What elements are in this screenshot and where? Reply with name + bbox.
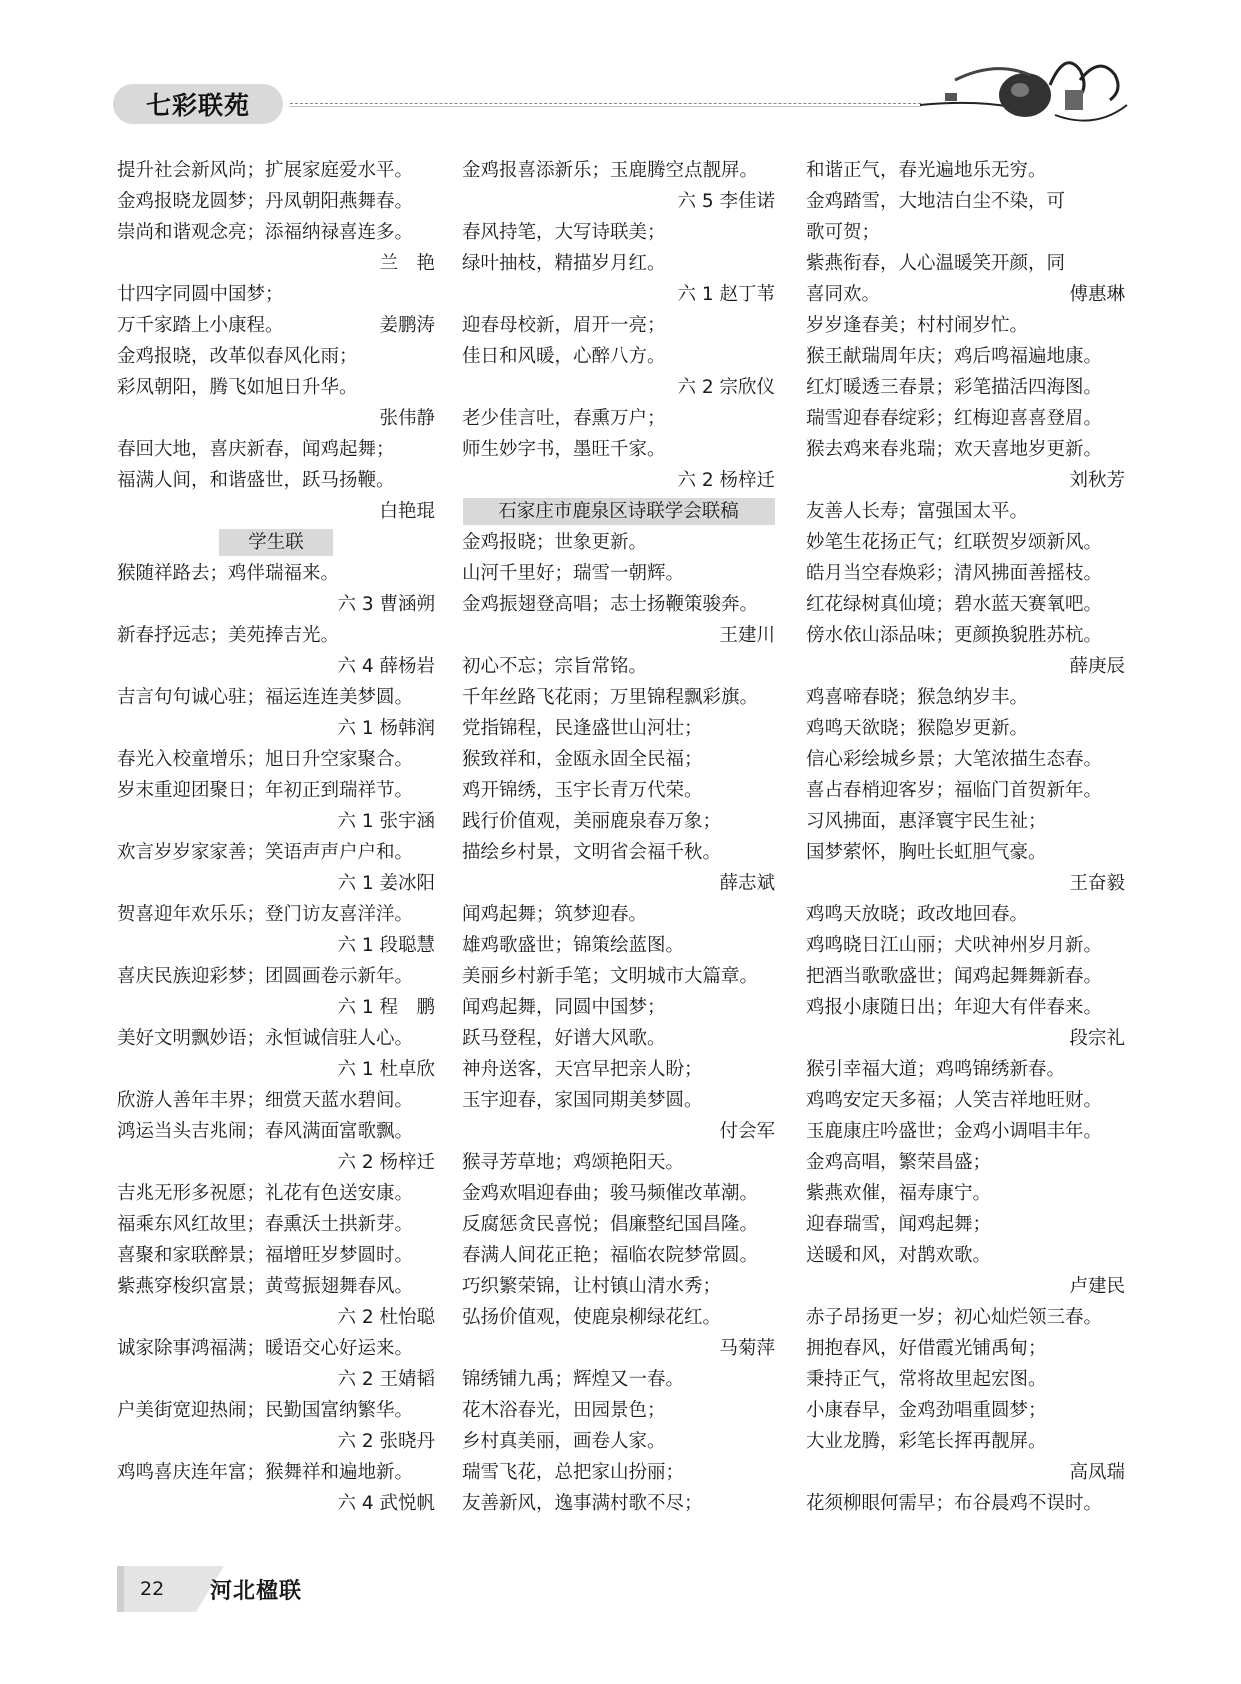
author-name: 薛志斌 xyxy=(719,873,775,894)
couplet-line xyxy=(117,682,435,713)
author-name: 六 3 曹涵朔 xyxy=(337,594,435,615)
couplet-text: 闻鸡起舞；筑梦迎春。 xyxy=(462,904,648,925)
couplet-text: 春回大地，喜庆新春，闻鸡起舞； xyxy=(117,439,395,460)
couplet-line xyxy=(806,1302,1125,1333)
couplet-line xyxy=(117,1116,435,1147)
couplet-line xyxy=(462,1426,775,1457)
author-name: 六 4 薛杨岩 xyxy=(337,656,435,677)
couplet-line xyxy=(117,1209,435,1240)
couplet-text: 佳日和风暖，心醉八方。 xyxy=(462,346,666,367)
couplet-text: 雄鸡歌盛世；锦策绘蓝图。 xyxy=(462,935,685,956)
couplet-line xyxy=(806,1240,1125,1271)
couplet-text: 迎春母校新，眉开一亮； xyxy=(462,315,666,336)
couplet-line xyxy=(806,930,1125,961)
couplet-line xyxy=(806,1178,1125,1209)
couplet-text: 初心不忘；宗旨常铭。 xyxy=(462,656,648,677)
couplet-line xyxy=(462,1457,775,1488)
couplet-text: 猴王献瑞周年庆；鸡后鸣福遍地康。 xyxy=(806,346,1103,367)
couplet-line xyxy=(462,1302,775,1333)
couplet-line xyxy=(806,992,1125,1023)
author-name: 六 1 张宇涵 xyxy=(337,811,435,832)
author-name: 六 2 杨梓迁 xyxy=(337,1152,435,1173)
author-name: 马菊萍 xyxy=(719,1338,775,1359)
couplet-text: 春光入校童增乐；旭日升空家聚合。 xyxy=(117,749,414,770)
couplet-line xyxy=(806,775,1125,806)
author-name: 兰 艳 xyxy=(379,253,435,274)
author-name: 六 1 杜卓欣 xyxy=(337,1059,435,1080)
couplet-text: 锦绣铺九禹；辉煌又一春。 xyxy=(462,1369,685,1390)
couplet-text: 巧织繁荣锦，让村镇山清水秀； xyxy=(462,1276,722,1297)
couplet-line xyxy=(462,930,775,961)
couplet-text: 金鸡报喜添新乐；玉鹿腾空点靓屏。 xyxy=(462,160,759,181)
couplet-line xyxy=(117,279,435,310)
couplet-line xyxy=(117,837,435,868)
couplet-text: 神舟送客，天宫早把亲人盼； xyxy=(462,1059,703,1080)
couplet-text: 欣游人善年丰界；细赏天蓝水碧间。 xyxy=(117,1090,414,1111)
couplet-text: 紫燕衔春，人心温暖笑开颜，同 xyxy=(806,253,1066,274)
couplet-line xyxy=(462,527,775,558)
couplet-text: 金鸡振翅登高唱；志士扬鞭策骏奔。 xyxy=(462,594,759,615)
couplet-text: 提升社会新风尚；扩展家庭爱水平。 xyxy=(117,160,414,181)
couplet-line xyxy=(462,1271,775,1302)
couplet-text: 傍水依山添品味；更颜换貌胜苏杭。 xyxy=(806,625,1103,646)
couplet-text: 瑞雪飞花，总把家山扮丽； xyxy=(462,1462,685,1483)
couplet-text: 鸡鸣喜庆连年富；猴舞祥和遍地新。 xyxy=(117,1462,414,1483)
author-name: 付会军 xyxy=(719,1121,775,1142)
couplet-line xyxy=(462,1395,775,1426)
couplet-line xyxy=(462,248,775,279)
couplet-text: 美好文明飘妙语；永恒诚信驻人心。 xyxy=(117,1028,414,1049)
couplet-text: 喜占春梢迎客岁；福临门首贺新年。 xyxy=(806,780,1103,801)
couplet-text: 金鸡高唱，繁荣昌盛； xyxy=(806,1152,992,1173)
couplet-line xyxy=(462,403,775,434)
couplet-text: 歌可贺； xyxy=(806,222,881,243)
couplet-line xyxy=(806,899,1125,930)
couplet-text: 紫燕穿梭织富景；黄莺振翅舞春风。 xyxy=(117,1276,414,1297)
couplet-line xyxy=(806,1488,1125,1519)
couplet-line xyxy=(806,155,1125,186)
couplet-text: 妙笔生花扬正气；红联贺岁颂新风。 xyxy=(806,532,1103,553)
author-name: 六 1 杨韩润 xyxy=(337,718,435,739)
couplet-text: 户美街宽迎热闹；民勤国富纳繁华。 xyxy=(117,1400,414,1421)
couplet-line xyxy=(117,310,435,341)
couplet-line xyxy=(117,899,435,930)
couplet-line xyxy=(117,1023,435,1054)
couplet-line xyxy=(806,1116,1125,1147)
couplet-text: 吉兆无形多祝愿；礼花有色送安康。 xyxy=(117,1183,414,1204)
couplet-text: 吉言句句诚心驻；福运连连美梦圆。 xyxy=(117,687,414,708)
couplet-line xyxy=(117,744,435,775)
couplet-text: 花须柳眼何需早；布谷晨鸡不误时。 xyxy=(806,1493,1103,1514)
author-name: 六 5 李佳诺 xyxy=(677,191,775,212)
couplet-line xyxy=(806,217,1125,248)
couplet-line xyxy=(806,1333,1125,1364)
section-heading xyxy=(462,496,775,527)
couplet-line xyxy=(806,961,1125,992)
author-name: 六 1 程 鹏 xyxy=(337,997,435,1018)
couplet-line xyxy=(462,744,775,775)
author-name: 高凤瑞 xyxy=(1069,1462,1125,1483)
couplet-line xyxy=(117,1457,435,1488)
section-title: 七彩联苑 xyxy=(145,91,250,120)
couplet-text: 鸡开锦绣，玉宇长青万代荣。 xyxy=(462,780,703,801)
couplet-text: 崇尚和谐观念亮；添福纳禄喜连多。 xyxy=(117,222,414,243)
couplet-line xyxy=(117,186,435,217)
couplet-line xyxy=(462,837,775,868)
section-heading-label: 石家庄市鹿泉区诗联学会联稿 xyxy=(463,498,775,525)
author-name: 六 2 杜怡聪 xyxy=(337,1307,435,1328)
couplet-line xyxy=(462,961,775,992)
couplet-line xyxy=(806,589,1125,620)
author-name: 六 4 武悦帆 xyxy=(337,1493,435,1514)
couplet-line xyxy=(462,589,775,620)
couplet-line xyxy=(462,651,775,682)
couplet-line xyxy=(117,558,435,589)
author-name: 六 2 王婧韬 xyxy=(337,1369,435,1390)
couplet-line xyxy=(462,434,775,465)
couplet-text: 岁末重迎团聚日；年初正到瑞祥节。 xyxy=(117,780,414,801)
couplet-line xyxy=(462,1364,775,1395)
couplet-line xyxy=(462,217,775,248)
couplet-text: 信心彩绘城乡景；大笔浓描生态春。 xyxy=(806,749,1103,770)
couplet-text: 春满人间花正艳；福临农院梦常圆。 xyxy=(462,1245,759,1266)
couplet-text: 闻鸡起舞，同圆中国梦； xyxy=(462,997,666,1018)
couplet-text: 友善新风，逸事满村歌不尽； xyxy=(462,1493,703,1514)
footer-bar xyxy=(117,1566,124,1612)
couplet-line xyxy=(806,1395,1125,1426)
couplet-line xyxy=(806,558,1125,589)
couplet-text: 鸡鸣天放晓；政改地回春。 xyxy=(806,904,1029,925)
couplet-line xyxy=(117,1240,435,1271)
author-name: 六 1 段聪慧 xyxy=(337,935,435,956)
couplet-line xyxy=(462,1240,775,1271)
section-heading-label: 学生联 xyxy=(219,529,333,556)
couplet-line xyxy=(117,217,435,248)
couplet-line xyxy=(462,1209,775,1240)
couplet-text: 鸡鸣安定天多福；人笑吉祥地旺财。 xyxy=(806,1090,1103,1111)
couplet-line xyxy=(806,527,1125,558)
couplet-line xyxy=(806,682,1125,713)
couplet-text: 福满人间，和谐盛世，跃马扬鞭。 xyxy=(117,470,395,491)
couplet-line xyxy=(806,1364,1125,1395)
couplet-line xyxy=(462,1023,775,1054)
couplet-text: 金鸡报晓，改革似春风化雨； xyxy=(117,346,358,367)
author-name: 卢建民 xyxy=(1069,1276,1125,1297)
header-rule xyxy=(290,103,921,104)
couplet-line xyxy=(117,372,435,403)
couplet-text: 喜同欢。 xyxy=(806,284,881,305)
couplet-text: 猴致祥和，金瓯永固全民福； xyxy=(462,749,703,770)
couplet-line xyxy=(117,465,435,496)
author-name: 白艳琨 xyxy=(379,501,435,522)
author-name: 六 2 宗欣仪 xyxy=(677,377,775,398)
couplet-text: 金鸡报晓；世象更新。 xyxy=(462,532,648,553)
author-name: 姜鹏涛 xyxy=(379,315,435,336)
couplet-text: 乡村真美丽，画卷人家。 xyxy=(462,1431,666,1452)
couplet-line xyxy=(117,1178,435,1209)
couplet-text: 迎春瑞雪，闻鸡起舞； xyxy=(806,1214,992,1235)
author-name: 六 2 杨梓迁 xyxy=(677,470,775,491)
couplet-line xyxy=(806,1054,1125,1085)
couplet-line xyxy=(117,1085,435,1116)
couplet-line xyxy=(806,1209,1125,1240)
couplet-text: 老少佳言吐，春熏万户； xyxy=(462,408,666,429)
couplet-text: 诚家除事鸿福满；暖语交心好运来。 xyxy=(117,1338,414,1359)
couplet-line xyxy=(806,341,1125,372)
couplet-text: 金鸡欢唱迎春曲；骏马频催改革潮。 xyxy=(462,1183,759,1204)
couplet-text: 和谐正气，春光遍地乐无穷。 xyxy=(806,160,1047,181)
couplet-line xyxy=(462,1147,775,1178)
header-rule-secondary xyxy=(290,106,921,107)
couplet-text: 把酒当歌歌盛世；闻鸡起舞舞新春。 xyxy=(806,966,1103,987)
author-name: 张伟静 xyxy=(379,408,435,429)
column-1 xyxy=(117,155,435,1519)
author-name: 王建川 xyxy=(719,625,775,646)
couplet-line xyxy=(462,1178,775,1209)
couplet-text: 反腐惩贪民喜悦；倡廉整纪国昌隆。 xyxy=(462,1214,759,1235)
couplet-text: 春风持笔，大写诗联美； xyxy=(462,222,666,243)
author-name: 六 1 姜冰阳 xyxy=(337,873,435,894)
couplet-line xyxy=(462,341,775,372)
couplet-text: 贺喜迎年欢乐乐；登门访友喜洋洋。 xyxy=(117,904,414,925)
section-heading xyxy=(117,527,435,558)
couplet-line xyxy=(462,713,775,744)
couplet-line xyxy=(117,155,435,186)
section-badge xyxy=(113,84,283,124)
couplet-line xyxy=(806,806,1125,837)
couplet-line xyxy=(806,620,1125,651)
couplet-text: 秉持正气，常将故里起宏图。 xyxy=(806,1369,1047,1390)
couplet-text: 赤子昂扬更一岁；初心灿烂领三春。 xyxy=(806,1307,1103,1328)
couplet-line xyxy=(117,434,435,465)
couplet-line xyxy=(806,434,1125,465)
column-3 xyxy=(806,155,1125,1519)
couplet-text: 金鸡报晓龙圆梦；丹凤朝阳燕舞春。 xyxy=(117,191,414,212)
couplet-text: 山河千里好；瑞雪一朝辉。 xyxy=(462,563,685,584)
couplet-text: 万千家踏上小康程。 xyxy=(117,315,284,336)
couplet-text: 花木浴春光，田园景色； xyxy=(462,1400,666,1421)
couplet-text: 金鸡踏雪，大地洁白尘不染，可 xyxy=(806,191,1066,212)
couplet-text: 绿叶抽枝，精描岁月红。 xyxy=(462,253,666,274)
couplet-text: 鸡鸣晓日江山丽；犬吠神州岁月新。 xyxy=(806,935,1103,956)
couplet-line xyxy=(806,372,1125,403)
couplet-text: 喜庆民族迎彩梦；团圆画卷示新年。 xyxy=(117,966,414,987)
couplet-text: 皓月当空春焕彩；清风拂面善摇枝。 xyxy=(806,563,1103,584)
couplet-text: 彩凤朝阳，腾飞如旭日升华。 xyxy=(117,377,358,398)
couplet-text: 描绘乡村景，文明省会福千秋。 xyxy=(462,842,722,863)
couplet-line xyxy=(462,992,775,1023)
couplet-text: 弘扬价值观，使鹿泉柳绿花红。 xyxy=(462,1307,722,1328)
couplet-line xyxy=(462,682,775,713)
author-name: 六 1 赵丁苇 xyxy=(677,284,775,305)
couplet-text: 党指锦程，民逢盛世山河壮； xyxy=(462,718,703,739)
header-ornament-icon xyxy=(915,45,1130,140)
couplet-line xyxy=(117,1271,435,1302)
couplet-line xyxy=(117,1395,435,1426)
author-name: 六 2 张晓丹 xyxy=(337,1431,435,1452)
couplet-line xyxy=(462,558,775,589)
couplet-text: 玉鹿康庄吟盛世；金鸡小调唱丰年。 xyxy=(806,1121,1103,1142)
couplet-text: 玉宇迎春，家国同期美梦圆。 xyxy=(462,1090,703,1111)
couplet-text: 友善人长寿；富强国太平。 xyxy=(806,501,1029,522)
couplet-line xyxy=(462,899,775,930)
author-name: 段宗礼 xyxy=(1069,1028,1125,1049)
couplet-line xyxy=(806,310,1125,341)
couplet-line xyxy=(462,155,775,186)
couplet-text: 鸡报小康随日出；年迎大有伴春来。 xyxy=(806,997,1103,1018)
couplet-line xyxy=(806,1147,1125,1178)
couplet-line xyxy=(462,1488,775,1519)
couplet-text: 新春抒远志；美苑捧吉光。 xyxy=(117,625,340,646)
couplet-text: 猴引幸福大道；鸡鸣锦绣新春。 xyxy=(806,1059,1066,1080)
couplet-line xyxy=(117,341,435,372)
column-2 xyxy=(462,155,775,1519)
couplet-line xyxy=(806,744,1125,775)
couplet-line xyxy=(806,496,1125,527)
couplet-text: 小康春早，金鸡劲唱重圆梦； xyxy=(806,1400,1047,1421)
couplet-line xyxy=(806,713,1125,744)
couplet-text: 千年丝路飞花雨；万里锦程飘彩旗。 xyxy=(462,687,759,708)
author-name: 薛庚辰 xyxy=(1069,656,1125,677)
couplet-line xyxy=(117,775,435,806)
couplet-line xyxy=(462,1085,775,1116)
couplet-text: 猴随祥路去；鸡伴瑞福来。 xyxy=(117,563,340,584)
page-number: 22 xyxy=(140,1578,165,1600)
couplet-text: 美丽乡村新手笔；文明城市大篇章。 xyxy=(462,966,759,987)
couplet-line xyxy=(806,403,1125,434)
couplet-text: 国梦萦怀，胸吐长虹胆气豪。 xyxy=(806,842,1047,863)
couplet-text: 猴去鸡来春兆瑞；欢天喜地岁更新。 xyxy=(806,439,1103,460)
author-name: 刘秋芳 xyxy=(1069,470,1125,491)
couplet-line xyxy=(806,1085,1125,1116)
author-name: 傅惠琳 xyxy=(1069,284,1125,305)
couplet-text: 鸿运当头吉兆闹；春风满面富歌飘。 xyxy=(117,1121,414,1142)
couplet-text: 福乘东风红故里；春熏沃土拱新芽。 xyxy=(117,1214,414,1235)
couplet-text: 瑞雪迎春春绽彩；红梅迎喜喜登眉。 xyxy=(806,408,1103,429)
couplet-line xyxy=(806,1426,1125,1457)
couplet-text: 岁岁逢春美；村村闹岁忙。 xyxy=(806,315,1029,336)
couplet-line xyxy=(462,806,775,837)
couplet-text: 送暖和风，对鹊欢歌。 xyxy=(806,1245,992,1266)
publication-name: 河北楹联 xyxy=(210,1579,303,1604)
couplet-line xyxy=(462,1054,775,1085)
couplet-line xyxy=(117,1333,435,1364)
couplet-text: 欢言岁岁家家善；笑语声声户户和。 xyxy=(117,842,414,863)
couplet-text: 鸡鸣天欲晓；猴隐岁更新。 xyxy=(806,718,1029,739)
couplet-text: 师生妙字书，墨旺千家。 xyxy=(462,439,666,460)
couplet-line xyxy=(462,310,775,341)
couplet-text: 红花绿树真仙境；碧水蓝天赛氧吧。 xyxy=(806,594,1103,615)
couplet-line xyxy=(806,837,1125,868)
couplet-line xyxy=(806,186,1125,217)
couplet-line xyxy=(806,279,1125,310)
couplet-text: 拥抱春风，好借霞光铺禹甸； xyxy=(806,1338,1047,1359)
couplet-text: 习风拂面，惠泽寰宇民生祉； xyxy=(806,811,1047,832)
couplet-text: 紫燕欢催，福寿康宁。 xyxy=(806,1183,992,1204)
author-name: 王奋毅 xyxy=(1069,873,1125,894)
couplet-text: 红灯暖透三春景；彩笔描活四海图。 xyxy=(806,377,1103,398)
couplet-line xyxy=(117,620,435,651)
couplet-text: 廿四字同圆中国梦； xyxy=(117,284,284,305)
couplet-text: 践行价值观，美丽鹿泉春万象； xyxy=(462,811,722,832)
couplet-line xyxy=(806,248,1125,279)
couplet-line xyxy=(462,775,775,806)
couplet-text: 跃马登程，好谱大风歌。 xyxy=(462,1028,666,1049)
couplet-text: 鸡喜啼春晓；猴急纳岁丰。 xyxy=(806,687,1029,708)
couplet-text: 大业龙腾，彩笔长挥再靓屏。 xyxy=(806,1431,1047,1452)
couplet-text: 猴寻芳草地；鸡颂艳阳天。 xyxy=(462,1152,685,1173)
couplet-line xyxy=(117,961,435,992)
couplet-text: 喜聚和家联醉景；福增旺岁梦圆时。 xyxy=(117,1245,414,1266)
